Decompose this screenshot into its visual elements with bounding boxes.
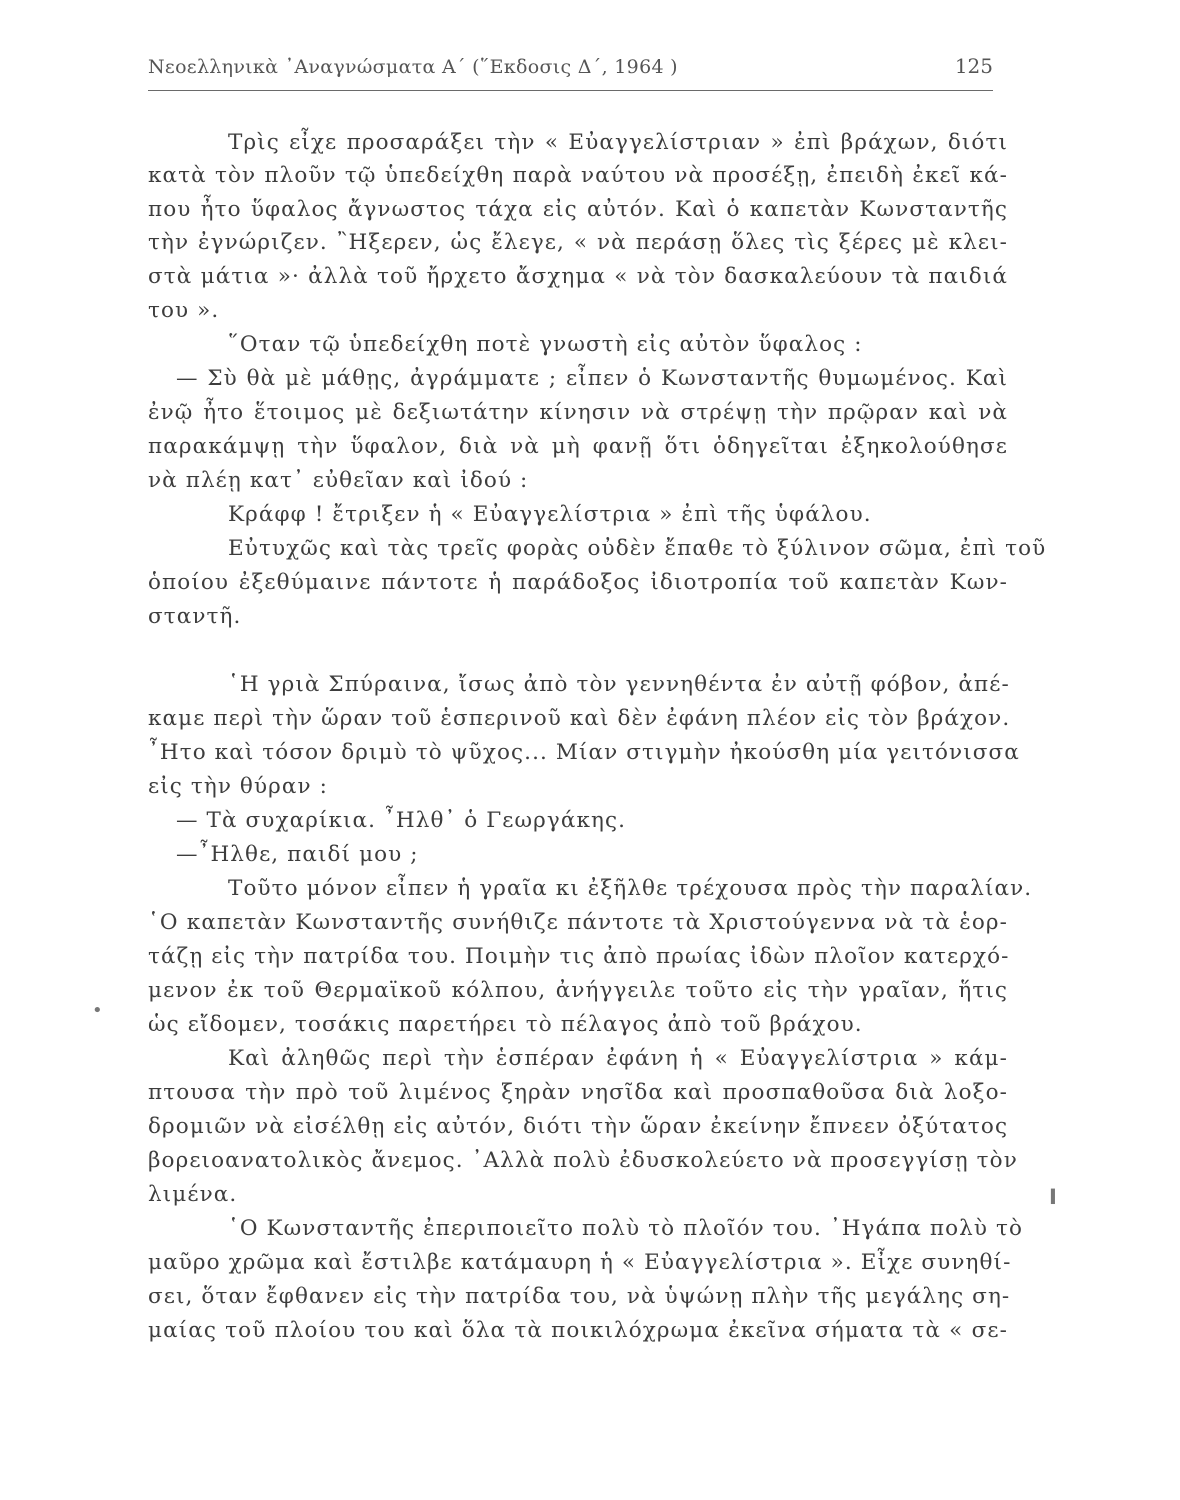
scan-speck: ╹: [1045, 1190, 1061, 1220]
text-line: του ».: [148, 298, 220, 323]
text-line: που ἦτο ὕφαλος ἄγνωστος τάχα εἰς αὐτόν. Καὶ ὁ καπετὰν Κωνσταντῆς: [148, 197, 1008, 222]
text-line: καμε περὶ τὴν ὥραν τοῦ ἑσπερινοῦ καὶ δὲν ἐφάνη πλέον εἰς τὸν βράχον.: [148, 706, 1011, 731]
text-line: ῾Ο καπετὰν Κωνσταντῆς συνήθιζε πάντοτε τὰ Χριστούγεννα νὰ τὰ ἑορ-: [148, 910, 1008, 935]
text-line: Κράφφ ! ἔτριξεν ἡ « Εὐαγγελίστρια » ἐπὶ τῆς ὑφάλου.: [228, 502, 872, 527]
text-line: Τοῦτο μόνον εἶπεν ἡ γραῖα κι ἐξῆλθε τρέχουσα πρὸς τὴν παραλίαν.: [228, 876, 1033, 901]
text-line: Τρὶς εἶχε προσαράξει τὴν « Εὐαγγελίστριαν » ἐπὶ βράχων, διότι: [228, 130, 1008, 155]
text-line: ὁποίου ἐξεθύμαινε πάντοτε ἡ παράδοξος ἰδιοτροπία τοῦ καπετὰν Κων-: [148, 570, 1008, 595]
text-line: ῏Ητο καὶ τόσον δριμὺ τὸ ψῦχος... Μίαν στιγμὴν ἠκούσθη μία γειτόνισσα: [148, 740, 1020, 765]
text-line: — Σὺ θὰ μὲ μάθῃς, ἀγράμματε ; εἶπεν ὁ Κωνσταντῆς θυμωμένος. Καὶ: [176, 366, 1008, 391]
text-line: ὡς εἴδομεν, τοσάκις παρετήρει τὸ πέλαγος ἀπὸ τοῦ βράχου.: [148, 1012, 863, 1037]
text-line: ῾Η γριὰ Σπύραινα, ἴσως ἀπὸ τὸν γεννηθέντα ἐν αὐτῇ φόβον, ἀπέ-: [228, 672, 1010, 697]
text-line: παρακάμψῃ τὴν ὕφαλον, διὰ νὰ μὴ φανῇ ὅτι ὁδηγεῖται ἐξηκολούθησε: [148, 434, 1008, 459]
page-number: 125: [954, 54, 993, 78]
text-line: τάζῃ εἰς τὴν πατρίδα του. Ποιμὴν τις ἀπὸ πρωίας ἰδὼν πλοῖον κατερχό-: [148, 944, 1010, 969]
text-line: — Τὰ συχαρίκια. ῏Ηλθ᾿ ὁ Γεωργάκης.: [176, 808, 627, 833]
text-line: σει, ὅταν ἔφθανεν εἰς τὴν πατρίδα του, νὰ ὑψώνῃ πλὴν τῆς μεγάλης ση-: [148, 1284, 1011, 1309]
page-header: [148, 50, 993, 91]
text-line: τὴν ἐγνώριζεν. ῍Ηξερεν, ὡς ἔλεγε, « νὰ περάσῃ ὅλες τὶς ξέρες μὲ κλει-: [148, 230, 1008, 255]
text-line: δρομιῶν νὰ εἰσέλθῃ εἰς αὐτόν, διότι τὴν ὥραν ἐκείνην ἔπνεεν ὀξύτατος: [148, 1114, 1009, 1139]
text-line: ἐνῷ ἦτο ἕτοιμος μὲ δεξιωτάτην κίνησιν νὰ στρέψῃ τὴν πρῷραν καὶ νὰ: [148, 400, 1008, 425]
text-line: νὰ πλέῃ κατ᾿ εὐθεῖαν καὶ ἰδού :: [148, 468, 529, 493]
text-line: ῾Ο Κωνσταντῆς ἐπεριποιεῖτο πολὺ τὸ πλοῖόν του. ᾿Ηγάπα πολὺ τὸ: [228, 1216, 1024, 1241]
text-line: εἰς τὴν θύραν :: [148, 774, 328, 799]
text-line: ῞Οταν τῷ ὑπεδείχθη ποτὲ γνωστὴ εἰς αὐτὸν ὕφαλος :: [228, 332, 863, 357]
text-line: κατὰ τὸν πλοῦν τῷ ὑπεδείχθη παρὰ ναύτου νὰ προσέξῃ, ἐπειδὴ ἐκεῖ κά-: [148, 163, 1008, 188]
text-line: —῏Ηλθε, παιδί μου ;: [176, 842, 419, 867]
text-line: στὰ μάτια »· ἀλλὰ τοῦ ἤρχετο ἄσχημα « νὰ τὸν δασκαλεύουν τὰ παιδιά: [148, 264, 1008, 289]
text-line: Καὶ ἀληθῶς περὶ τὴν ἑσπέραν ἐφάνη ἡ « Εὐαγγελίστρια » κάμ-: [228, 1046, 1008, 1071]
text-line: πτουσα τὴν πρὸ τοῦ λιμένος ξηρὰν νησῖδα καὶ προσπαθοῦσα διὰ λοξο-: [148, 1080, 1008, 1105]
text-line: μαίας τοῦ πλοίου του καὶ ὅλα τὰ ποικιλόχρωμα ἐκεῖνα σήματα τὰ « σε-: [148, 1318, 1008, 1343]
running-title: Νεοελληνικὰ ᾿Αναγνώσματα Α΄ (῞Εκδοσις Δ΄, 1964 ): [148, 56, 678, 78]
text-line: σταντῆ.: [148, 604, 242, 629]
text-line: μαῦρο χρῶμα καὶ ἔστιλβε κατάμαυρη ἡ « Εὐαγγελίστρια ». Εἶχε συνηθί-: [148, 1250, 1012, 1275]
scan-speck: •: [92, 1000, 103, 1021]
text-line: μενον ἐκ τοῦ Θερμαϊκοῦ κόλπου, ἀνήγγειλε τοῦτο εἰς τὴν γραῖαν, ἥτις: [148, 978, 1008, 1003]
text-line: λιμένα.: [148, 1182, 238, 1207]
text-line: βορειοανατολικὸς ἄνεμος. ᾿Αλλὰ πολὺ ἐδυσκολεύετο νὰ προσεγγίσῃ τὸν: [148, 1148, 1018, 1173]
text-line: Εὐτυχῶς καὶ τὰς τρεῖς φορὰς οὐδὲν ἔπαθε τὸ ξύλινον σῶμα, ἐπὶ τοῦ: [228, 536, 1047, 561]
